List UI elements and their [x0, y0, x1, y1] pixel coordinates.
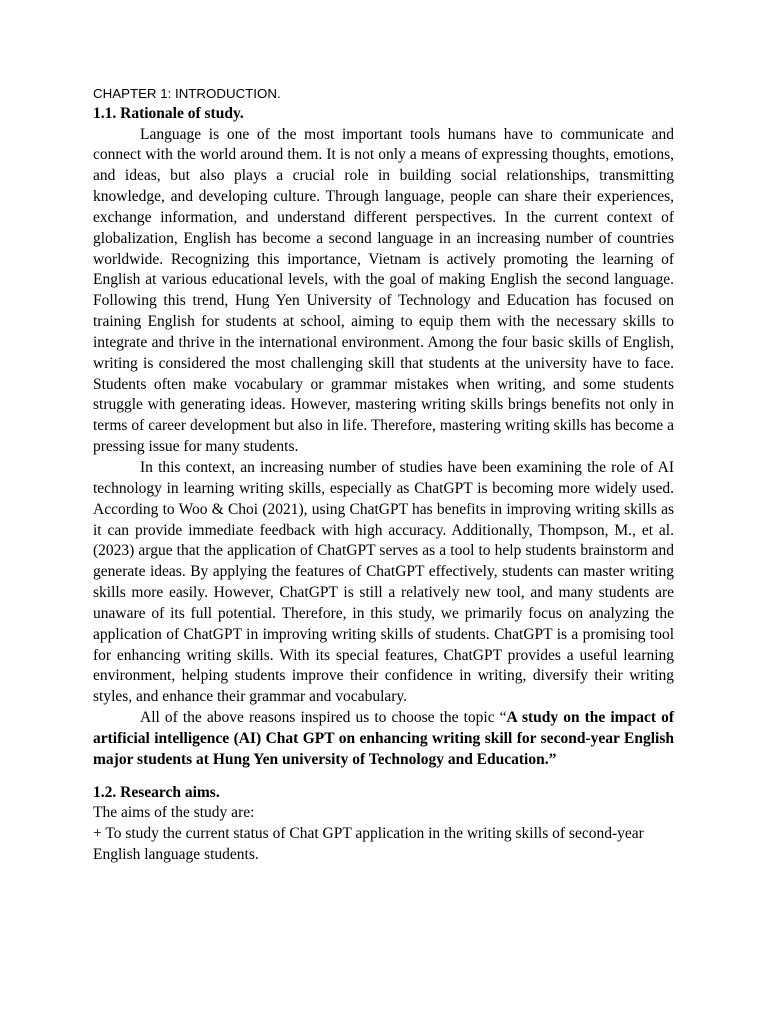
topic-lead-text: All of the above reasons inspired us to choose the topic “ — [140, 709, 507, 727]
rationale-paragraph-1: Language is one of the most important tools humans have to communicate and connect with the world around them. It is not only a means of expressing thoughts, emotions, and ideas, but also plays a crucial role in building social relationships, transmitting knowledge, and developing culture. Through language, people can share their experiences, exchange information, and understand different perspectives. In the current context of globalization, English has become a second language in an increasing number of countries worldwide. Recognizing this importance, Vietnam is actively promoting the learning of English at various educational levels, with the goal of making English the second language. Following this trend, Hung Yen University of Technology and Education has focused on training English for students at school, aiming to equip them with the necessary skills to integrate and thrive in the international environment. Among the four basic skills of English, writing is considered the most challenging skill that students at the university have to face. Students often make vocabulary or grammar mistakes when writing, and some students struggle with generating ideas. However, mastering writing skills brings benefits not only in terms of career development but also in life. Therefore, mastering writing skills has become a pressing issue for many students. — [93, 125, 674, 456]
research-aim-item: + To study the current status of Chat GPT application in the writing skills of second-year English language students. — [93, 825, 644, 863]
section-heading-rationale: 1.1. Rationale of study. — [93, 105, 244, 122]
chapter-title: CHAPTER 1: INTRODUCTION. — [93, 86, 281, 101]
rationale-paragraph-3 — [93, 708, 674, 771]
topic-title-text: A study on the impact of artificial intelligence (AI) Chat GPT on enhancing writing skill for second-year English major students at Hung Yen university of Technology and Education.” — [93, 709, 674, 768]
rationale-paragraph-2: In this context, an increasing number of studies have been examining the role of AI technology in learning writing skills, especially as ChatGPT is becoming more widely used. According to Woo & Choi (2021), using ChatGPT has benefits in improving writing skills as it can provide immediate feedback with high accuracy. Additionally, Thompson, M., et al. (2023) argue that the application of ChatGPT serves as a tool to help students brainstorm and generate ideas. By applying the features of ChatGPT effectively, students can master writing skills more easily. However, ChatGPT is still a relatively new tool, and many students are unaware of its full potential. Therefore, in this study, we primarily focus on analyzing the application of ChatGPT in improving writing skills of students. ChatGPT is a promising tool for enhancing writing skills. With its special features, ChatGPT provides a useful learning environment, helping students improve their confidence in writing, diversify their writing styles, and enhance their grammar and vocabulary. — [93, 459, 674, 706]
research-aims-intro: The aims of the study are: — [93, 804, 255, 822]
section-heading-research-aims: 1.2. Research aims. — [93, 783, 220, 801]
document-page — [93, 84, 674, 866]
